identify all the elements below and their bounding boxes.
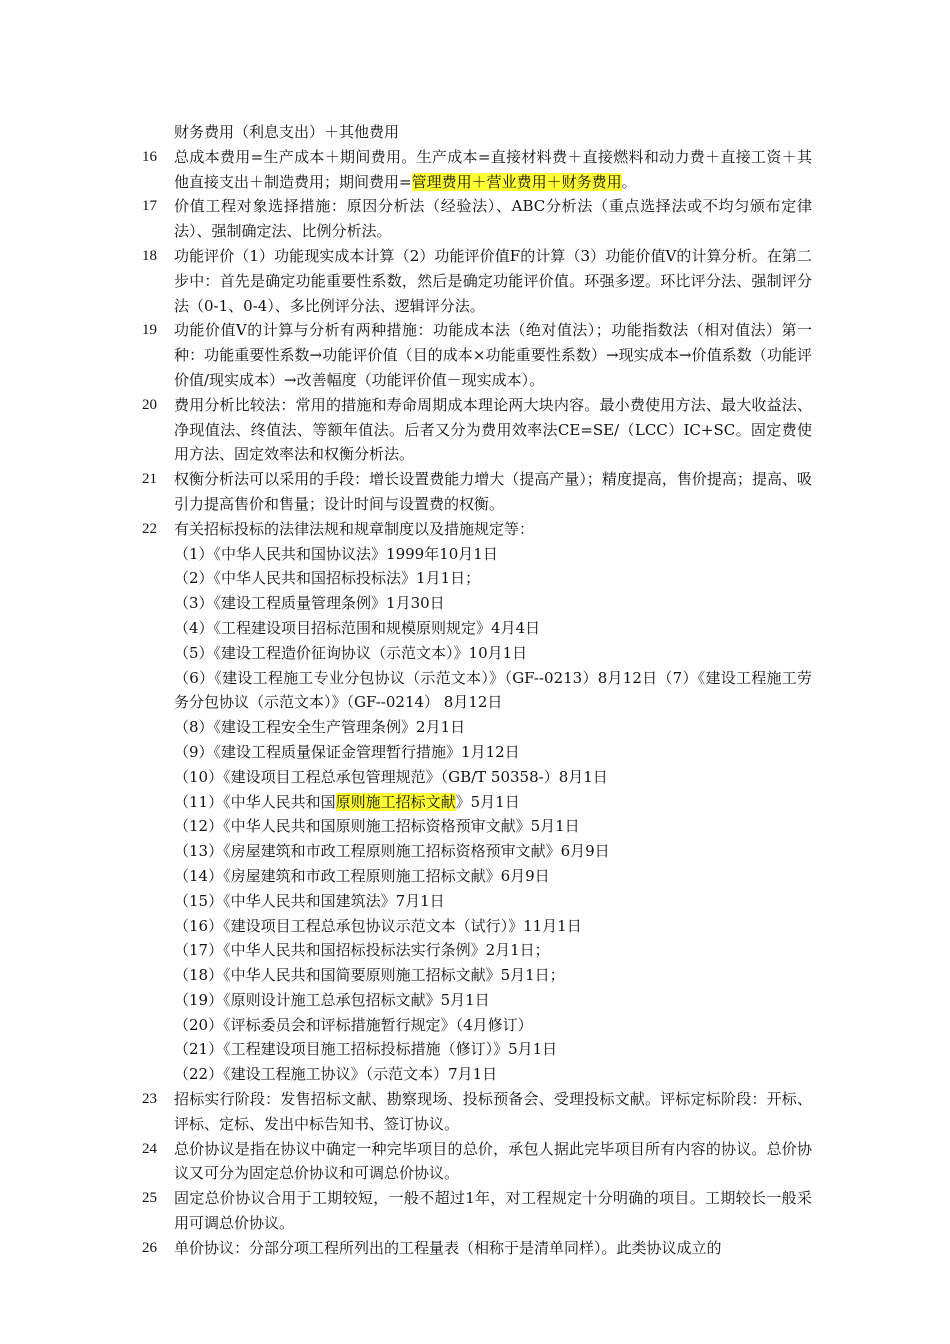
- regulation-item: （9）《建设工程质量保证金管理暂行措施》1月12日: [174, 742, 520, 761]
- list-item-24: [140, 1137, 812, 1187]
- list-item-19: [140, 318, 812, 392]
- item-text: 功能评价（1）功能现实成本计算（2）功能评价值F的计算（3）功能价值V的计算分析。在第二步中：首先是确定功能重要性系数，然后是确定功能评价值。环强多逻。环比评分法、强制评分法（0-1、0-4）、多比例评分法、逻辑评分法。: [174, 246, 812, 315]
- regulation-item: （6）《建设工程施工专业分包协议（示范文本）》（GF--0213）8月12日（7）《建设工程施工劳务分包协议（示范文本）》（GF--0214） 8月12日: [174, 668, 812, 712]
- regulation-item: （8）《建设工程安全生产管理条例》2月1日: [174, 718, 466, 737]
- item-text: 有关招标投标的法律法规和规章制度以及措施规定等：: [174, 519, 535, 538]
- document-body: [140, 120, 812, 1261]
- list-item-16: [140, 145, 812, 195]
- item-number: 22: [142, 520, 157, 537]
- item-text: 总价协议是指在协议中确定一种完毕项目的总价，承包人据此完毕项目所有内容的协议。总价协议又可分为固定总价协议和可调总价协议。: [174, 1139, 812, 1183]
- regulation-text: （11）《中华人民共和国: [174, 792, 336, 811]
- continuation-line: [140, 120, 812, 145]
- list-item-25: [140, 1186, 812, 1236]
- item-text: 总成本费用=生产成本＋期间费用。生产成本=直接材料费＋直接燃料和动力费＋直接工资＋其他直接支出＋制造费用；期间费用=: [174, 147, 812, 191]
- regulation-item: （12）《中华人民共和国原则施工招标资格预审文献》5月1日: [174, 817, 580, 836]
- list-item-18: [140, 244, 812, 318]
- regulation-item: （3）《建设工程质量管理条例》1月30日: [174, 594, 445, 613]
- item-number: 21: [142, 471, 157, 488]
- item-text: 招标实行阶段：发售招标文献、勘察现场、投标预备会、受理投标文献。评标定标阶段：开标、评标、定标、发出中标告知书、签订协议。: [174, 1090, 812, 1133]
- regulation-item: （13）《房屋建筑和市政工程原则施工招标资格预审文献》6月9日: [174, 842, 610, 861]
- item-text: 功能价值V的计算与分析有两种措施：功能成本法（绝对值法）；功能指数法（相对值法）第一种：功能重要性系数→功能评价值（目的成本×功能重要性系数）→现实成本→价值系数（功能评价值/现实成本）→改善幅度（功能评价值－现实成本）。: [174, 321, 812, 389]
- line-text: 财务费用（利息支出）＋其他费用: [174, 123, 400, 141]
- item-number: 23: [142, 1091, 157, 1108]
- highlighted-text: 管理费用＋营业费用＋财务费用: [411, 172, 622, 191]
- item-number: 25: [142, 1190, 157, 1207]
- list-item-17: [140, 194, 812, 244]
- list-item-22: [140, 517, 812, 542]
- item-text: 权衡分析法可以采用的手段：增长设置费能力增大（提高产量）；精度提高，售价提高；提高、吸引力提高售价和售量；设计时间与设置费的权衡。: [174, 470, 812, 513]
- regulation-item: （14）《房屋建筑和市政工程原则施工招标文献》6月9日: [174, 866, 550, 885]
- item-number: 19: [142, 322, 157, 339]
- item-text: 固定总价协议合用于工期较短，一般不超过1年，对工程规定十分明确的项目。工期较长一般采用可调总价协议。: [174, 1189, 812, 1233]
- item-number: 17: [142, 198, 157, 215]
- item-text: 价值工程对象选择措施：原因分析法（经验法）、ABC分析法（重点选择法或不均匀颁布定律法）、强制确定法、比例分析法。: [174, 197, 812, 241]
- regulation-item: （1）《中华人民共和国协议法》1999年10月1日: [174, 544, 498, 563]
- item-text: 单价协议：分部分项工程所列出的工程量表（相称于是清单同样）。此类协议成立的: [174, 1238, 722, 1257]
- list-item-20: [140, 393, 812, 467]
- regulation-item: （17）《中华人民共和国招标投标法实行条例》2月1日；: [174, 941, 550, 960]
- regulation-item: （19）《原则设计施工总承包招标文献》5月1日: [174, 990, 490, 1009]
- list-item-21: [140, 467, 812, 517]
- item-number: 18: [142, 247, 157, 264]
- regulation-item: （10）《建设项目工程总承包管理规范》（GB/T 50358-）8月1日: [174, 767, 608, 786]
- regulation-item: （22）《建设工程施工协议》（示范文本）7月1日: [174, 1065, 498, 1084]
- regulation-item: [140, 790, 812, 815]
- item-text: 费用分析比较法：常用的措施和寿命周期成本理论两大块内容。最小费使用方法、最大收益法、净现值法、终值法、等额年值法。后者又分为费用效率法CE=SE/（LCC）IC+SC。固定费使用方法、固定效率法和权衡分析法。: [174, 395, 812, 464]
- regulation-item: （21）《工程建设项目施工招标投标措施（修订）》5月1日: [174, 1040, 558, 1059]
- item-number: 26: [142, 1239, 157, 1256]
- item-number: 20: [142, 396, 157, 413]
- regulation-item: （2）《中华人民共和国招标投标法》1月1日；: [174, 569, 481, 588]
- regulation-text: 》5月1日: [455, 792, 520, 811]
- regulation-item: （15）《中华人民共和国建筑法》7月1日: [174, 891, 445, 910]
- regulation-item: （16）《建设项目工程总承包协议示范文本（试行）》11月1日: [174, 916, 582, 935]
- regulation-item: （20）《评标委员会和评标措施暂行规定》（4月修订）: [174, 1015, 533, 1034]
- highlighted-text: 原则施工招标文献: [335, 792, 456, 811]
- list-item-23: [140, 1087, 812, 1137]
- item-number: 16: [142, 148, 157, 165]
- regulation-item: （5）《建设工程造价征询协议（示范文本）》10月1日: [174, 643, 528, 662]
- item-text: 。: [621, 172, 637, 191]
- list-item-26: [140, 1236, 812, 1261]
- regulation-item: （4）《工程建设项目招标范围和规模原则规定》4月4日: [174, 618, 541, 637]
- item-number: 24: [142, 1140, 157, 1157]
- regulation-item: （18）《中华人民共和国简要原则施工招标文献》5月1日；: [174, 966, 565, 985]
